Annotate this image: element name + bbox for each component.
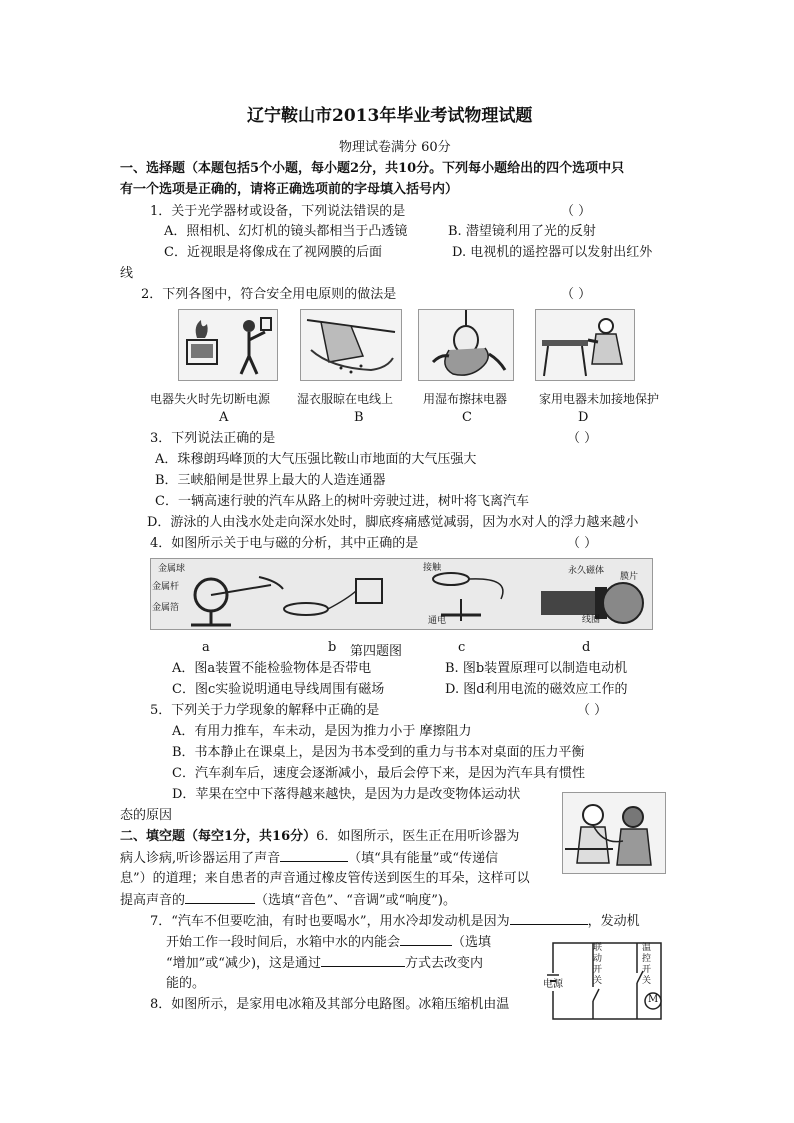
page-title: 辽宁鞍山市2013年毕业考试物理试题 [247, 106, 533, 126]
q4-label-coil: 线圈 [582, 615, 601, 625]
q2-letter-a: A [219, 410, 229, 425]
wet-clothes-on-wire-illustration [301, 310, 401, 380]
q4-figure-caption: 第四题图 [350, 644, 403, 659]
q5-answer-paren: （ ） [577, 703, 608, 718]
q4-label-gold-foil: 金属箔 [152, 603, 180, 613]
q4-letter-b: b [328, 640, 337, 655]
q1-option-d: D. 电视机的遥控器可以发射出红外 [452, 245, 653, 260]
q4-option-c: C．图c实验说明通电导线周围有磁场 [172, 682, 385, 697]
q2-letter-d: D [578, 410, 589, 425]
q6-text-d: （选填“音色”、“音调”或“响度”)。 [255, 893, 456, 908]
q6-blank-2[interactable] [185, 890, 255, 904]
q4-letter-d: d [582, 640, 591, 655]
q7-text-e: “增加”或“减少)，这是通过 [166, 956, 322, 971]
q6-line3: 息”）的道理；来自患者的声音通过橡皮管传送到医生的耳朵，这样可以 [120, 871, 530, 886]
q2-letter-b: B [354, 410, 364, 425]
circuit-diagram [541, 937, 666, 1025]
q3-option-b: B．三峡船闸是世界上最大的人造连通器 [155, 473, 386, 488]
q2-figure-b [300, 309, 402, 381]
fire-unplug-illustration [179, 310, 277, 380]
q7-text-b: ，发动机 [587, 914, 640, 929]
q3-option-d: D．游泳的人由浅水处走向深水处时，脚底疼痛感觉减弱，因为水对人的浮力越来越小 [147, 515, 639, 530]
q2-caption-d: 家用电器未加接地保护 [539, 392, 660, 406]
q7-text-f: 方式去改变内 [405, 956, 484, 971]
q2-stem: 2．下列各图中，符合安全用电原则的做法是 [141, 287, 397, 302]
q2-figure-d [535, 309, 635, 381]
q1-option-d-cont: 线 [120, 266, 134, 281]
q3-option-c: C．一辆高速行驶的汽车从路上的树叶旁驶过进，树叶将飞离汽车 [155, 494, 529, 509]
q7-blank-1[interactable] [510, 911, 588, 925]
q4-label-magnet: 永久磁体 [568, 566, 605, 576]
q2-caption-a: 电器失火时先切断电源 [150, 392, 271, 406]
q6-line2 [120, 848, 498, 868]
q1-option-b: B. 潜望镜利用了光的反射 [448, 224, 596, 239]
q5-option-d: D．苹果在空中下落得越来越快，是因为力是改变物体运动状 [172, 787, 521, 802]
q2-caption-b: 湿衣服晾在电线上 [297, 392, 394, 406]
q7-line3 [166, 953, 483, 973]
q4-letter-c: c [458, 640, 466, 655]
q5-option-b: B．书本静止在课桌上，是因为书本受到的重力与书本对桌面的压力平衡 [172, 745, 585, 760]
doctor-stethoscope-illustration [563, 793, 665, 873]
q5-option-c: C．汽车刹车后，速度会逐渐减小，最后会停下来，是因为汽车具有惯性 [172, 766, 585, 781]
q4-letter-a: a [202, 640, 210, 655]
q7-text-c: 开始工作一段时间后，水箱中水的内能会 [166, 935, 401, 950]
q8-line1: 8．如图所示，是家用电冰箱及其部分电路图。冰箱压缩机由温 [150, 997, 510, 1012]
q1-option-a: A．照相机、幻灯机的镜头都相当于凸透镜 [164, 224, 408, 239]
q7-line4: 能的。 [166, 976, 206, 991]
q6-line1 [120, 827, 519, 847]
q6-blank-1[interactable] [280, 848, 348, 862]
q5-option-d-cont: 态的原因 [120, 808, 173, 823]
circuit-label-motor: M [648, 994, 659, 1005]
q3-answer-paren: （ ） [567, 431, 598, 446]
q3-option-a: A．珠穆朗玛峰顶的大气压强比鞍山市地面的大气压强大 [155, 452, 477, 467]
section1-header-line2: 有一个选项是正确的，请将正确选项前的字母填入括号内） [120, 182, 459, 197]
q7-blank-2[interactable] [400, 932, 452, 946]
ungrounded-appliance-illustration [536, 310, 634, 380]
section1-header-line1: 一、选择题（本题包括5个小题，每小题2分，共10分。下列每小题给出的四个选项中只 [120, 161, 625, 176]
q4-label-touch: 接触 [423, 563, 442, 573]
q4-option-d: D. 图d利用电流的磁效应工作的 [445, 682, 628, 697]
q6-stem-start: 6．如图所示，医生正在用听诊器为 [316, 829, 520, 844]
q4-label-gold-ball: 金属球 [158, 564, 186, 574]
q5-option-a: A．有用力推车，车未动，是因为推力小于 摩擦阻力 [172, 724, 472, 739]
q2-figure-a [178, 309, 278, 381]
q4-stem: 4．如图所示关于电与磁的分析，其中正确的是 [150, 536, 419, 551]
page-subtitle: 物理试卷满分 60分 [339, 140, 451, 155]
wet-cloth-bulb-illustration [419, 310, 513, 380]
q4-answer-paren: （ ） [567, 536, 598, 551]
circuit-label-source: 电源 [543, 979, 563, 990]
q1-option-c: C．近视眼是将像成在了视网膜的后面 [164, 245, 382, 260]
q2-figure-c [418, 309, 514, 381]
q4-label-power: 通电 [428, 616, 447, 626]
circuit-label-switch2: 温控开关 [642, 943, 652, 986]
q6-text-c: 提高声音的 [120, 893, 186, 908]
circuit-label-switch1: 联动开关 [593, 943, 603, 986]
q4-option-b: B. 图b装置原理可以制造电动机 [445, 661, 628, 676]
q4-label-gold-rod: 金属杆 [152, 582, 180, 592]
q6-text-a: 病人诊病,听诊器运用了声音 [120, 851, 281, 866]
q4-label-membrane: 膜片 [620, 572, 639, 582]
section2-header: 二、填空题（每空1分，共16分） [120, 829, 317, 844]
q3-stem: 3．下列说法正确的是 [150, 431, 276, 446]
q7-text-a: 7．“汽车不但要吃油，有时也要喝水”，用水冷却发动机是因为 [150, 914, 510, 929]
q1-answer-paren: （ ） [561, 204, 592, 219]
q7-blank-3[interactable] [321, 953, 405, 967]
q4-option-a: A．图a装置不能检验物体是否带电 [172, 661, 372, 676]
q6-text-b: （填“具有能量”或“传递信 [348, 851, 499, 866]
q7-line2 [166, 932, 491, 952]
q2-caption-c: 用湿布擦抹电器 [423, 392, 508, 406]
q2-letter-c: C [462, 410, 472, 425]
q2-answer-paren: （ ） [561, 287, 592, 302]
q1-stem: 1．关于光学器材或设备，下列说法错误的是 [150, 204, 406, 219]
q7-text-d: （选填 [452, 935, 492, 950]
q5-stem: 5．下列关于力学现象的解释中正确的是 [150, 703, 380, 718]
q6-line4 [120, 890, 456, 910]
q7-line1 [150, 911, 640, 931]
q6-figure [562, 792, 666, 874]
